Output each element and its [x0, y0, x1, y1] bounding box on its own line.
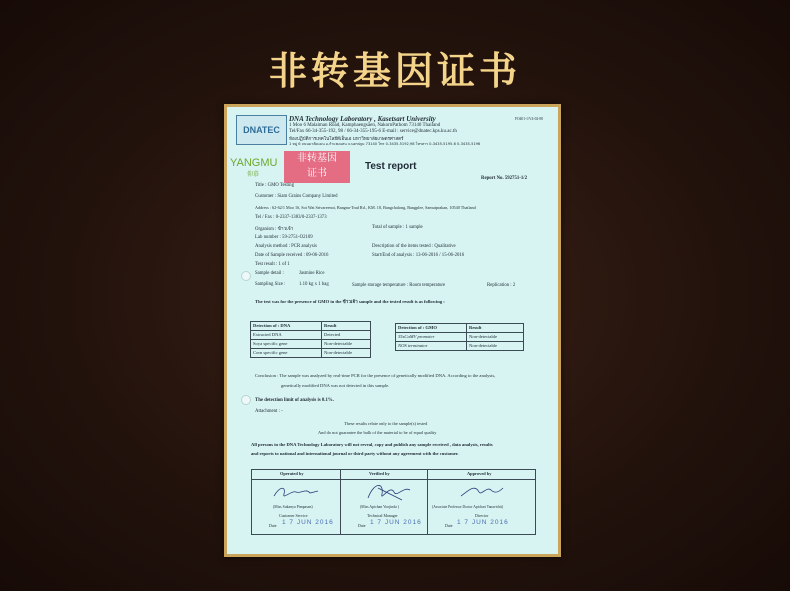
table-row — [251, 331, 371, 340]
table-row — [396, 342, 524, 351]
disclaimer-line-1: These results relate only to the sample(s) tested — [344, 421, 428, 426]
table-cell: Non-detectable — [467, 333, 524, 342]
signature-approved — [457, 480, 505, 502]
field-test-result: Test result : 1 of 1 — [255, 262, 290, 267]
table-cell: 35sCaMV promoter — [396, 333, 467, 342]
table-cell: NOS terminator — [396, 342, 467, 351]
field-description: Description of the items tested : Qualitative — [372, 244, 456, 249]
yangmu-logo — [230, 157, 276, 178]
table-cell: Extracted DNA — [251, 331, 322, 340]
table-cell: Corn specific gene — [251, 349, 322, 358]
signature-date-label-verified: Date — [358, 523, 366, 528]
field-address: Address : 62-62/1 Moo 16, Soi Wat Srivareenoi, Bangna-Trad Rd., KM. 18, Bangchalong, Bangplee, Samutprakan, 10540 Thailand — [255, 205, 476, 210]
field-total-sample: Total of sample : 1 sample — [372, 225, 423, 230]
conclusion-line-1: Conclusion : The sample was analyzed by real-time PCR for the presence of genetically modified DNA. According to the analysis, — [255, 373, 496, 378]
field-lab-number: Lab number : 59-2751-O2109 — [255, 235, 313, 240]
stamp-line-2: 证书 — [307, 168, 327, 179]
lab-thai-name: ห้องปฏิบัติการเทคโนโลยีดีเอ็นเอ มหาวิทยาลัยเกษตรศาสตร์ — [289, 137, 404, 142]
table-row — [251, 349, 371, 358]
dnatec-logo: DNATEC — [236, 115, 287, 145]
field-date-received: Date of Sample received : 09-06-2016 — [255, 253, 329, 258]
signature-name-operated: (Miss Sukanya Pimpasan) — [273, 505, 313, 509]
signature-title-operated: Customer Service — [279, 513, 308, 518]
yangmu-sub: 仰慕 — [246, 172, 259, 178]
report-title: Test report — [365, 161, 417, 172]
field-customer: Customer : Siam Grains Company Limited — [255, 194, 338, 199]
table-row — [396, 333, 524, 342]
signature-role-verified: Verified by — [369, 471, 390, 476]
table-header-cell: Detection of : DNA — [251, 322, 322, 331]
date-stamp-verified: 1 7 JUN 2016 — [370, 519, 422, 526]
signature-operated — [272, 482, 320, 502]
signature-name-approved: (Associate Professor Doctor Apichart Vanavichit) — [432, 505, 504, 509]
field-start-end: Start/End of analysis : 13-06-2016 / 15-06-2016 — [372, 253, 465, 258]
detection-limit: The detection limit of analysis is 0.1%. — [255, 398, 334, 403]
gmo-detection-table — [395, 323, 524, 351]
table-header-row — [396, 324, 524, 333]
lab-tel: Tel/Fax 66-34-355-192, 98 / 66-34-355-195-6 E-mail : service@dnatec.kps.ku.ac.th — [289, 129, 457, 134]
signature-title-approved: Director — [475, 513, 489, 518]
disclaimer-line-2: And do not guarantee the bulk of the material to be of equal quality — [318, 430, 437, 435]
stamp-line-1: 非转基因 — [297, 153, 337, 164]
signature-date-label-operated: Date — [269, 523, 277, 528]
date-stamp-operated: 1 7 JUN 2016 — [282, 519, 334, 526]
signature-title-verified: Technical Manager — [367, 513, 398, 518]
page-title: 非转基因证书 — [268, 49, 521, 93]
lab-thai-address: 1 หมู่ 6 ถนนมาลัยแมน อ.กำแพงแสน จ.นครปฐม 73140 โทร 0-3435-5192,98 โทรสาร 0-3435-5195-6 0-3435-5196 — [289, 142, 481, 146]
sample-detail-label: Sample detail : — [255, 271, 284, 276]
table-header-cell: Detection of : GMO — [396, 324, 467, 333]
table-cell: Non-detectable — [467, 342, 524, 351]
table-header-cell: Result — [467, 324, 524, 333]
punch-hole — [241, 395, 251, 405]
signature-table — [251, 469, 536, 535]
doc-code: FO401-1/V4-02-08 — [515, 117, 543, 121]
punch-hole — [241, 271, 251, 281]
lab-name: DNA Technology Laboratory , Kasetsart University — [289, 115, 436, 123]
field-telfax: Tel / Fax : 0-2337-1383/0-2337-1373 — [255, 215, 327, 220]
report-number: Report No. 592751-1/2 — [481, 176, 527, 181]
test-statement: The test was for the presence of GMO in the ข้าวเจ้า sample and the tested result is as following : — [255, 299, 445, 304]
table-cell: Soya specific gene — [251, 340, 322, 349]
table-cell: Detected — [322, 331, 371, 340]
attachment: Attachment : - — [255, 409, 283, 414]
dna-detection-table — [250, 321, 371, 358]
certificate-document — [227, 107, 558, 554]
certificate-frame — [224, 104, 561, 557]
lab-address: 1 Moo 6 Malaiman Road, Kamphaengsaen, NakornPathom 73140 Thailand — [289, 123, 441, 128]
replication: Replication : 2 — [487, 283, 516, 288]
field-title: Title : GMO Testing — [255, 183, 294, 188]
sampling-size-value: 1.10 kg x 1 bag — [299, 282, 329, 287]
table-header-row — [251, 322, 371, 331]
policy-line-1: All persons in the DNA Technology Laboratory will not reveal, copy and publish any sample received , data analysis, results — [251, 442, 493, 447]
table-row — [251, 340, 371, 349]
field-organism: Organism : ข้าวเจ้า — [255, 227, 294, 232]
signature-role-operated: Operated by — [280, 471, 304, 476]
field-analysis-method: Analysis method : PCR analysis — [255, 244, 317, 249]
yangmu-text: YANGMU — [230, 157, 278, 169]
table-cell: Non-detectable — [322, 349, 371, 358]
storage-temperature: Sample storage temperature : Room temperature — [352, 283, 446, 288]
signature-role-approved: Approved by — [467, 471, 492, 476]
date-stamp-approved: 1 7 JUN 2016 — [457, 519, 509, 526]
signature-name-verified: (Miss Apichan Voojinda ) — [360, 505, 399, 509]
signature-verified — [364, 480, 414, 504]
sampling-size-label: Sampling Size : — [255, 282, 286, 287]
policy-line-2: and reports to national and international journal or third party without any agreement with the customer. — [251, 451, 459, 456]
signature-date-label-approved: Date — [445, 523, 453, 528]
non-gmo-stamp — [284, 151, 350, 183]
sample-detail-value: Jasmine Rice — [299, 271, 325, 276]
table-cell: Non-detectable — [322, 340, 371, 349]
table-header-cell: Result — [322, 322, 371, 331]
conclusion-line-2: genetically modified DNA was not detected in this sample. — [281, 383, 390, 388]
